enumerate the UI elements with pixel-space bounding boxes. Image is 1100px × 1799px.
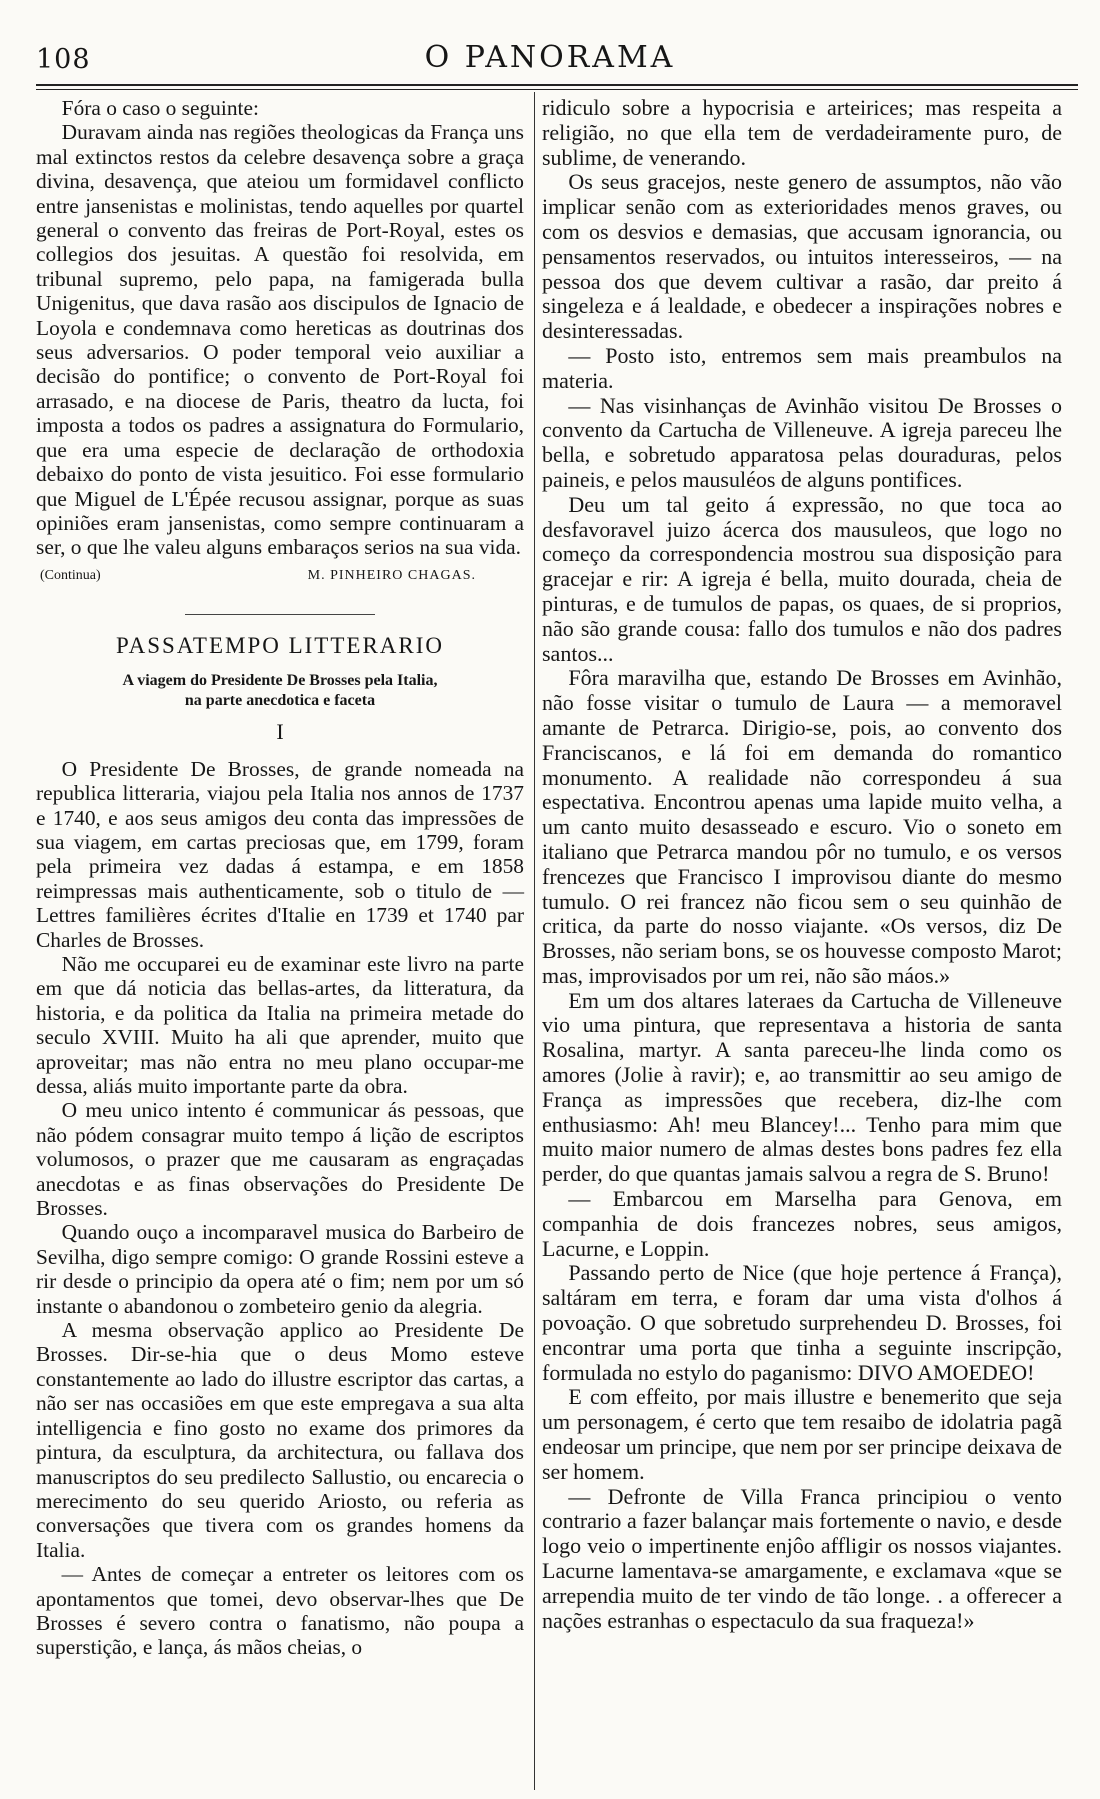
column-divider <box>534 92 535 1790</box>
paragraph: — Antes de começar a entreter os leitores com os apontamentos que tomei, devo observar-lhes que De Brosses é severo contra o fanatismo, não poupa a superstição, e lança, ás mãos cheias, o <box>36 1562 524 1660</box>
paragraph: Os seus gracejos, neste genero de assumptos, não vão implicar senão com as exterioridades menos graves, ou com os desvios e demasias, que accusam ignorancia, ou pensamentos reservados, ou intuitos interesseiros, — na pessoa dos que devem cultivar a rasão, dar preito á singeleza e á lealdade, e obedecer a inspirações nobres e desinteressadas. <box>542 169 1062 344</box>
article-footer <box>36 568 524 584</box>
section-subtitle-line: A viagem do Presidente De Brosses pela Italia, <box>122 671 438 689</box>
paragraph: Fôra maravilha que, estando De Brosses em Avinhão, não fosse visitar o tumulo de Laura — a memoravel amante de Petrarca. Dirigio-se, pois, ao convento dos Franciscanos, e lá foi em demanda do romantico monumento. A realidade não correspondeu á sua espectativa. Encontrou apenas uma lapide muito velha, a um canto muito desasseado e escuro. Vio o soneto em italiano que Petrarca mandou pôr no tumulo, e os versos frencezes que Francisco I improvisou diante do mesmo tumulo. O rei francez não ficou sem o seu quinhão de critica, da parte do nosso viajante. «Os versos, diz De Brosses, não seriam bons, se os houvesse composto Marot; mas, improvisados por um rei, não são máos.» <box>542 665 1062 988</box>
paragraph: Fóra o caso o seguinte: <box>61 96 259 120</box>
page-number: 108 <box>36 44 91 75</box>
right-column <box>542 96 1062 1633</box>
paragraph: — Nas visinhanças de Avinhão visitou De Brosses o convento da Cartucha de Villeneuve. A igreja pareceu lhe bella, e sobretudo apparatosa pelas douraduras, pelos paineis, e pelos mausuléos de alguns pontifices. <box>542 392 1062 492</box>
continued-label: (Continua) <box>40 567 101 583</box>
left-column <box>36 96 524 1660</box>
header-rule-thin <box>36 89 1078 90</box>
paragraph: O meu unico intento é communicar ás pessoas, que não pódem consagrar muito tempo á lição de escriptos volumosos, o prazer que me causaram as engraçadas anecdotas e as finas observações do Presidente De Brosses. <box>36 1098 524 1221</box>
paragraph: Não me occuparei eu de examinar este livro na parte em que dá noticia das bellas-artes, da litteratura, da historia, e da politica da Italia na primeira metade do seculo XVIII. Muito ha ali que aprender, muito que aproveitar; mas não entra no meu plano occupar-me dessa, aliás muito importante parte da obra. <box>36 951 524 1098</box>
header-rule <box>36 84 1078 86</box>
section-subtitle <box>36 671 524 711</box>
paragraph: Duravam ainda nas regiões theologicas da França uns mal extinctos restos da celebre desavença sobre a graça divina, desavença, que ateiou um formidavel conflicto entre jansenistas e molinistas, tendo aquelles por quartel general o convento das freiras de Port-Royal, estes os collegios dos jesuitas. A questão foi resolvida, em tribunal supremo, pelo papa, na famigerada bulla Unigenitus, que dava rasão aos discipulos de Ignacio de Loyola e condemnava como hereticas as doutrinas dos seus adversarios. O poder temporal veio auxiliar a decisão do pontifice; o convento de Port-Royal foi arrasado, e na diocese de Paris, theatro da lucta, foi imposta a todos os padres a assignatura do Formulario, que era uma especie de declaração de orthodoxia debaixo do ponto de vista jesuitico. Foi esse formulario que Miguel de L'Épée recusou assignar, porque as suas opiniões eram jansenistas, como sempre continuaram a ser, o que lhe valeu alguns embaraços serios na sua vida. <box>36 120 524 560</box>
section-title: PASSATEMPO LITTERARIO <box>115 632 445 658</box>
section-divider <box>185 614 375 615</box>
paragraph: O Presidente De Brosses, de grande nomeada na republica litteraria, viajou pela Italia nos annos de 1737 e 1740, e aos seus amigos deu conta das impressões de sua viagem, em cartas preciosas que, em 1799, foram pela primeira vez dadas á estampa, e em 1858 reimpressas mais authenticamente, sob o titulo de — Lettres familières écrites d'Italie en 1739 et 1740 par Charles de Brosses. <box>36 756 524 952</box>
paragraph: — Embarcou em Marselha para Genova, em companhia de dois francezes nobres, seus amigos, Lacurne, e Loppin. <box>542 1186 1062 1261</box>
section-number: I <box>276 718 284 744</box>
paragraph: Deu um tal geito á expressão, no que toca ao desfavoravel juizo ácerca dos mausuleos, que logo no começo da correspondencia mostrou sua disposição para gracejar e rir: A igreja é bella, muito dourada, cheia de pinturas, e de tumulos de papas, os quaes, de si proprios, não são grande cousa: fallo dos tumulos e não dos padres santos... <box>542 491 1062 666</box>
paragraph: Em um dos altares lateraes da Cartucha de Villeneuve vio uma pintura, que representava a historia de santa Rosalina, martyr. A santa pareceu-lhe linda como os amores (Jolie à ravir); e, ao transmittir ao seu amigo de França as impressões que recebera, diz-lhe com enthusiasmo: Ah! meu Blancey!... Tenho para mim que muito maior numero de almas destes bons padres fez ella perder, do que quantas jamais salvou a regra de S. Bruno! <box>542 987 1062 1187</box>
paragraph: — Posto isto, entremos sem mais preambulos na materia. <box>542 342 1062 393</box>
paragraph: Passando perto de Nice (que hoje pertence á França), saltáram em terra, e foram dar uma vista d'olhos á povoação. O que sobretudo surprehendeu D. Brosses, foi encontrar uma porta que tinha a seguinte inscripção, formulada no estylo do paganismo: DIVO AMOEDEO! <box>542 1260 1062 1385</box>
paragraph: ridiculo sobre a hypocrisia e arteirices; mas respeita a religião, no que ella tem de verdadeiramente puro, de sublime, de venerando. <box>542 95 1062 170</box>
paragraph: A mesma observação applico ao Presidente De Brosses. Dir-se-hia que o deus Momo esteve constantemente ao lado do illustre escriptor das cartas, a não ser nas occasiões em que este empregava a sua alta intelligencia e fino gosto no exame dos primores da pintura, da esculptura, da architectura, ou fallava dos manuscriptos do seu predilecto Sallustio, ou encarecia o merecimento do seu querido Ariosto, ou referia as conversações que tivera com os grandes homens da Italia. <box>36 1318 524 1562</box>
running-title: O PANORAMA <box>424 40 676 75</box>
paragraph: E com effeito, por mais illustre e benemerito que seja um personagem, é certo que tem resaibo de idolatria pagã endeosar um principe, que nem por ser principe deixava de ser homem. <box>542 1384 1062 1484</box>
paragraph: — Defronte de Villa Franca principiou o vento contrario a fazer balançar mais fortemente o navio, e desde logo veio o impertinente enjôo affligir os nossos viajantes. Lacurne lamentava-se amargamente, e exclamava «que se arrependia muito de ter vindo de tão longe. . a offerecer a nações estranhas o espectaculo da sua fraqueza!» <box>542 1483 1062 1633</box>
author-signature: M. PINHEIRO CHAGAS. <box>307 567 476 583</box>
paragraph: Quando ouço a incomparavel musica do Barbeiro de Sevilha, digo sempre comigo: O grande Rossini esteve a rir desde o principio da opera até o fim; nem por um só instante o abandonou o zombeteiro genio da alegria. <box>36 1220 524 1318</box>
section-subtitle-line: na parte anecdotica e faceta <box>184 691 376 709</box>
